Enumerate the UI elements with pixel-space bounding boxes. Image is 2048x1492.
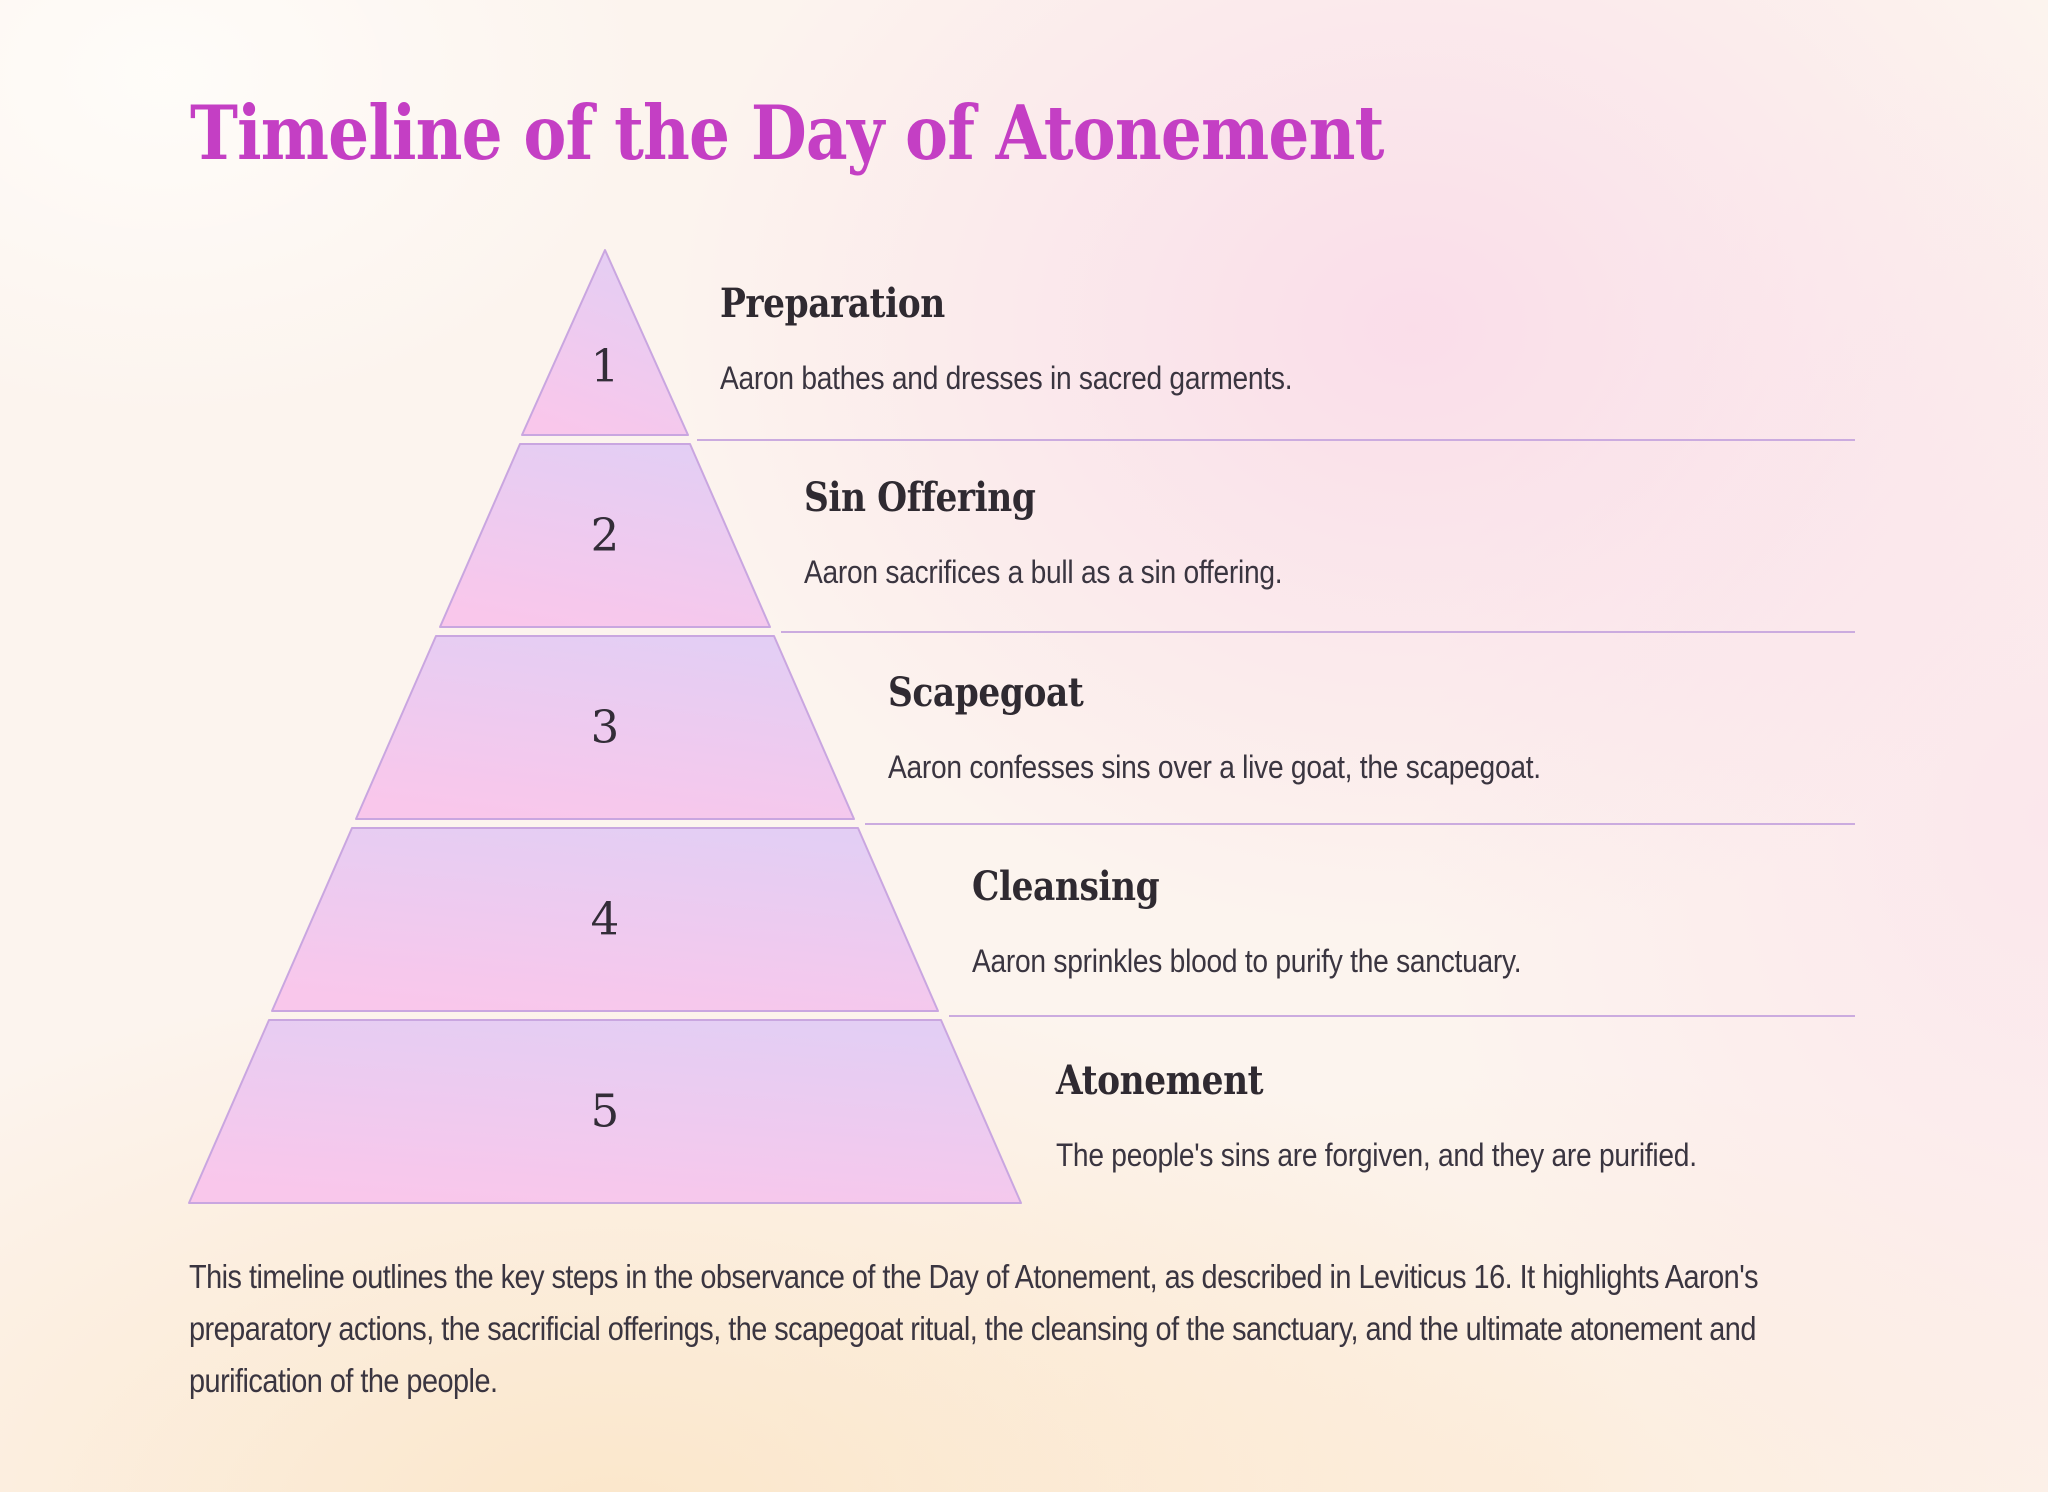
section-divider-3 xyxy=(865,823,1855,825)
level-number-2: 2 xyxy=(590,508,620,562)
step-title-2: Sin Offering xyxy=(804,474,1036,521)
section-divider-2 xyxy=(781,631,1855,633)
timeline-step-2 xyxy=(804,476,1348,591)
section-divider-4 xyxy=(949,1015,1855,1017)
step-description-4: Aaron sprinkles blood to purify the sanctuary. xyxy=(972,943,1522,979)
step-description-2: Aaron sacrifices a bull as a sin offering. xyxy=(804,554,1283,590)
step-title-1: Preparation xyxy=(720,280,945,327)
level-number-1: 1 xyxy=(590,339,620,393)
step-title-5: Atonement xyxy=(1056,1057,1264,1104)
section-divider-1 xyxy=(697,439,1855,441)
timeline-step-1 xyxy=(720,282,1370,397)
step-description-3: Aaron confesses sins over a live goat, the scapegoat. xyxy=(888,749,1541,785)
timeline-step-5 xyxy=(1056,1059,1784,1174)
timeline-step-4 xyxy=(972,865,1596,980)
page-title: Timeline of the Day of Atonement xyxy=(190,89,1384,177)
step-description-5: The people's sins are forgiven, and they are purified. xyxy=(1056,1137,1697,1173)
step-description-1: Aaron bathes and dresses in sacred garments. xyxy=(720,360,1293,396)
timeline-step-3 xyxy=(888,671,1630,786)
level-number-4: 4 xyxy=(590,892,620,946)
level-number-3: 3 xyxy=(590,700,620,754)
level-number-5: 5 xyxy=(590,1084,620,1138)
step-title-4: Cleansing xyxy=(972,863,1160,910)
step-title-3: Scapegoat xyxy=(888,669,1084,716)
footer-note: This timeline outlines the key steps in the observance of the Day of Atonement, as described in Leviticus 16. It highlights Aaron's preparatory actions, the sacrificial offerings, the scapegoat ritual, the cleansing of the sanctuary, and the ultimate atonement and purification of the people. xyxy=(189,1258,1759,1400)
